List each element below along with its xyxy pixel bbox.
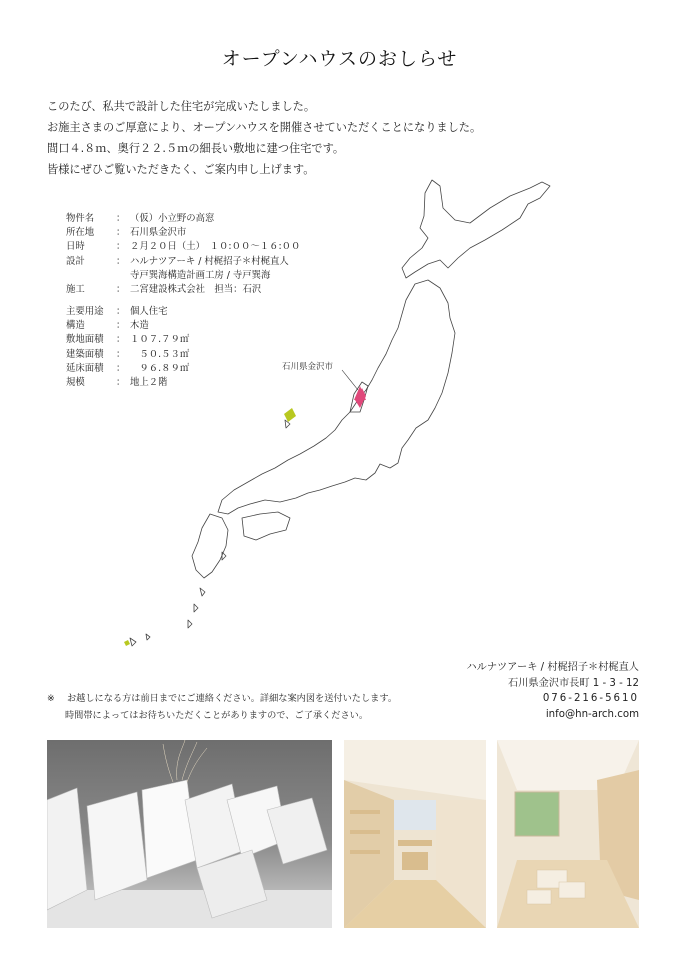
info-value: 石川県金沢市 — [130, 227, 187, 239]
spec-label: 構造 — [66, 320, 85, 332]
spec-colon: ： — [116, 320, 126, 332]
intro-line: 間口４.８ｍ、奥行２２.５ｍの細長い敷地に建つ住宅です。 — [47, 142, 345, 155]
intro-line: このたび、私共で設計した住宅が完成いたしました。 — [47, 100, 316, 113]
info-row — [66, 269, 300, 283]
office-name: ハルナツアーキ / 村梶招子＊村梶直人 — [466, 662, 639, 673]
info-colon: ： — [116, 213, 126, 224]
hokkaido-outline — [402, 180, 550, 278]
info-value: 二宮建設株式会社 担当：石沢 — [130, 284, 262, 296]
island — [130, 638, 136, 646]
spec-label: 建築面積 — [66, 348, 104, 360]
office-email[interactable]: info@hn-arch.com — [545, 708, 639, 720]
spec-value: 地上２階 — [130, 377, 168, 389]
info-colon: ： — [116, 284, 126, 296]
info-colon: ： — [116, 255, 126, 267]
info-row — [66, 283, 300, 297]
notice-line — [47, 690, 397, 707]
spec-colon: ： — [116, 348, 126, 360]
spec-row — [66, 376, 189, 390]
intro-line: 皆様にぜひご覧いただきたく、ご案内申し上げます。 — [47, 163, 315, 176]
spec-value: ９６.８９㎡ — [130, 362, 190, 374]
honshu-outline — [218, 280, 455, 514]
spec-label: 延床面積 — [66, 362, 104, 374]
info-colon — [116, 269, 130, 283]
spec-colon: ： — [116, 306, 126, 317]
info-row — [66, 240, 300, 254]
marker-leader-line — [342, 370, 358, 390]
spec-value: １０７.７９㎡ — [130, 334, 190, 346]
notice — [47, 690, 397, 724]
spec-row — [66, 362, 189, 376]
info-colon: ： — [116, 241, 126, 253]
island — [188, 620, 192, 628]
info-row — [66, 226, 300, 240]
green-highlight — [284, 408, 296, 422]
island — [194, 604, 198, 612]
spec-colon: ： — [116, 334, 126, 346]
info-label: 日時 — [66, 241, 85, 253]
info-row — [66, 255, 300, 269]
contact-block — [467, 660, 640, 722]
interior-photo-1 — [344, 740, 486, 928]
office-address: 石川県金沢市長町 1 - 3 - 12 — [508, 677, 639, 689]
spec-row — [66, 333, 189, 347]
info-value: 寺戸巽海構造計画工房 / 寺戸巽海 — [130, 269, 271, 281]
spec-colon: ： — [116, 362, 126, 374]
property-info — [66, 212, 300, 297]
shikoku-outline — [242, 512, 290, 540]
info-row — [66, 212, 300, 226]
interior-photo-2 — [497, 740, 639, 928]
spec-value: ５０.５３㎡ — [130, 348, 190, 360]
model-photo — [47, 740, 332, 928]
info-label: 所在地 — [66, 227, 95, 239]
spec-value: 木造 — [130, 320, 149, 332]
info-value: （仮）小立野の高窓 — [130, 213, 215, 224]
info-value: ２月２０日（土） １０:００～１６:００ — [130, 241, 301, 253]
spec-label: 主要用途 — [66, 306, 104, 317]
notice-text: 時間帯によってはお待ちいただくことがありますので、ご了承ください。 — [65, 710, 369, 721]
island — [146, 634, 150, 640]
island — [200, 588, 205, 596]
info-label: 設計 — [66, 255, 85, 267]
kyushu-outline — [192, 514, 228, 578]
info-label: 物件名 — [66, 213, 95, 224]
green-highlight — [124, 640, 130, 646]
info-colon: ： — [116, 227, 126, 239]
notice-mark: ※ — [47, 693, 55, 704]
spec-row — [66, 305, 189, 319]
info-value: ハルナツアーキ / 村梶招子＊村梶直人 — [130, 255, 289, 267]
page-title: オープンハウスのおしらせ — [221, 48, 458, 70]
office-phone: 076-216-5610 — [542, 693, 639, 704]
spec-label: 敷地面積 — [66, 334, 104, 346]
spec-row — [66, 348, 189, 362]
notice-text: お越しになる方は前日までにご連絡ください。詳細な案内図を送付いたします。 — [67, 693, 398, 704]
notice-line — [47, 707, 397, 724]
spec-colon: ： — [116, 377, 126, 389]
info-label — [66, 269, 116, 283]
spec-row — [66, 319, 189, 333]
island — [285, 420, 290, 428]
spec-label: 規模 — [66, 377, 85, 389]
building-spec — [66, 305, 189, 390]
spec-value: 個人住宅 — [130, 306, 168, 317]
map-location-label: 石川県金沢市 — [282, 362, 334, 372]
intro-line: お施主さまのご厚意により、オープンハウスを開催させていただくことになりました。 — [47, 121, 482, 134]
info-label: 施工 — [66, 284, 85, 296]
